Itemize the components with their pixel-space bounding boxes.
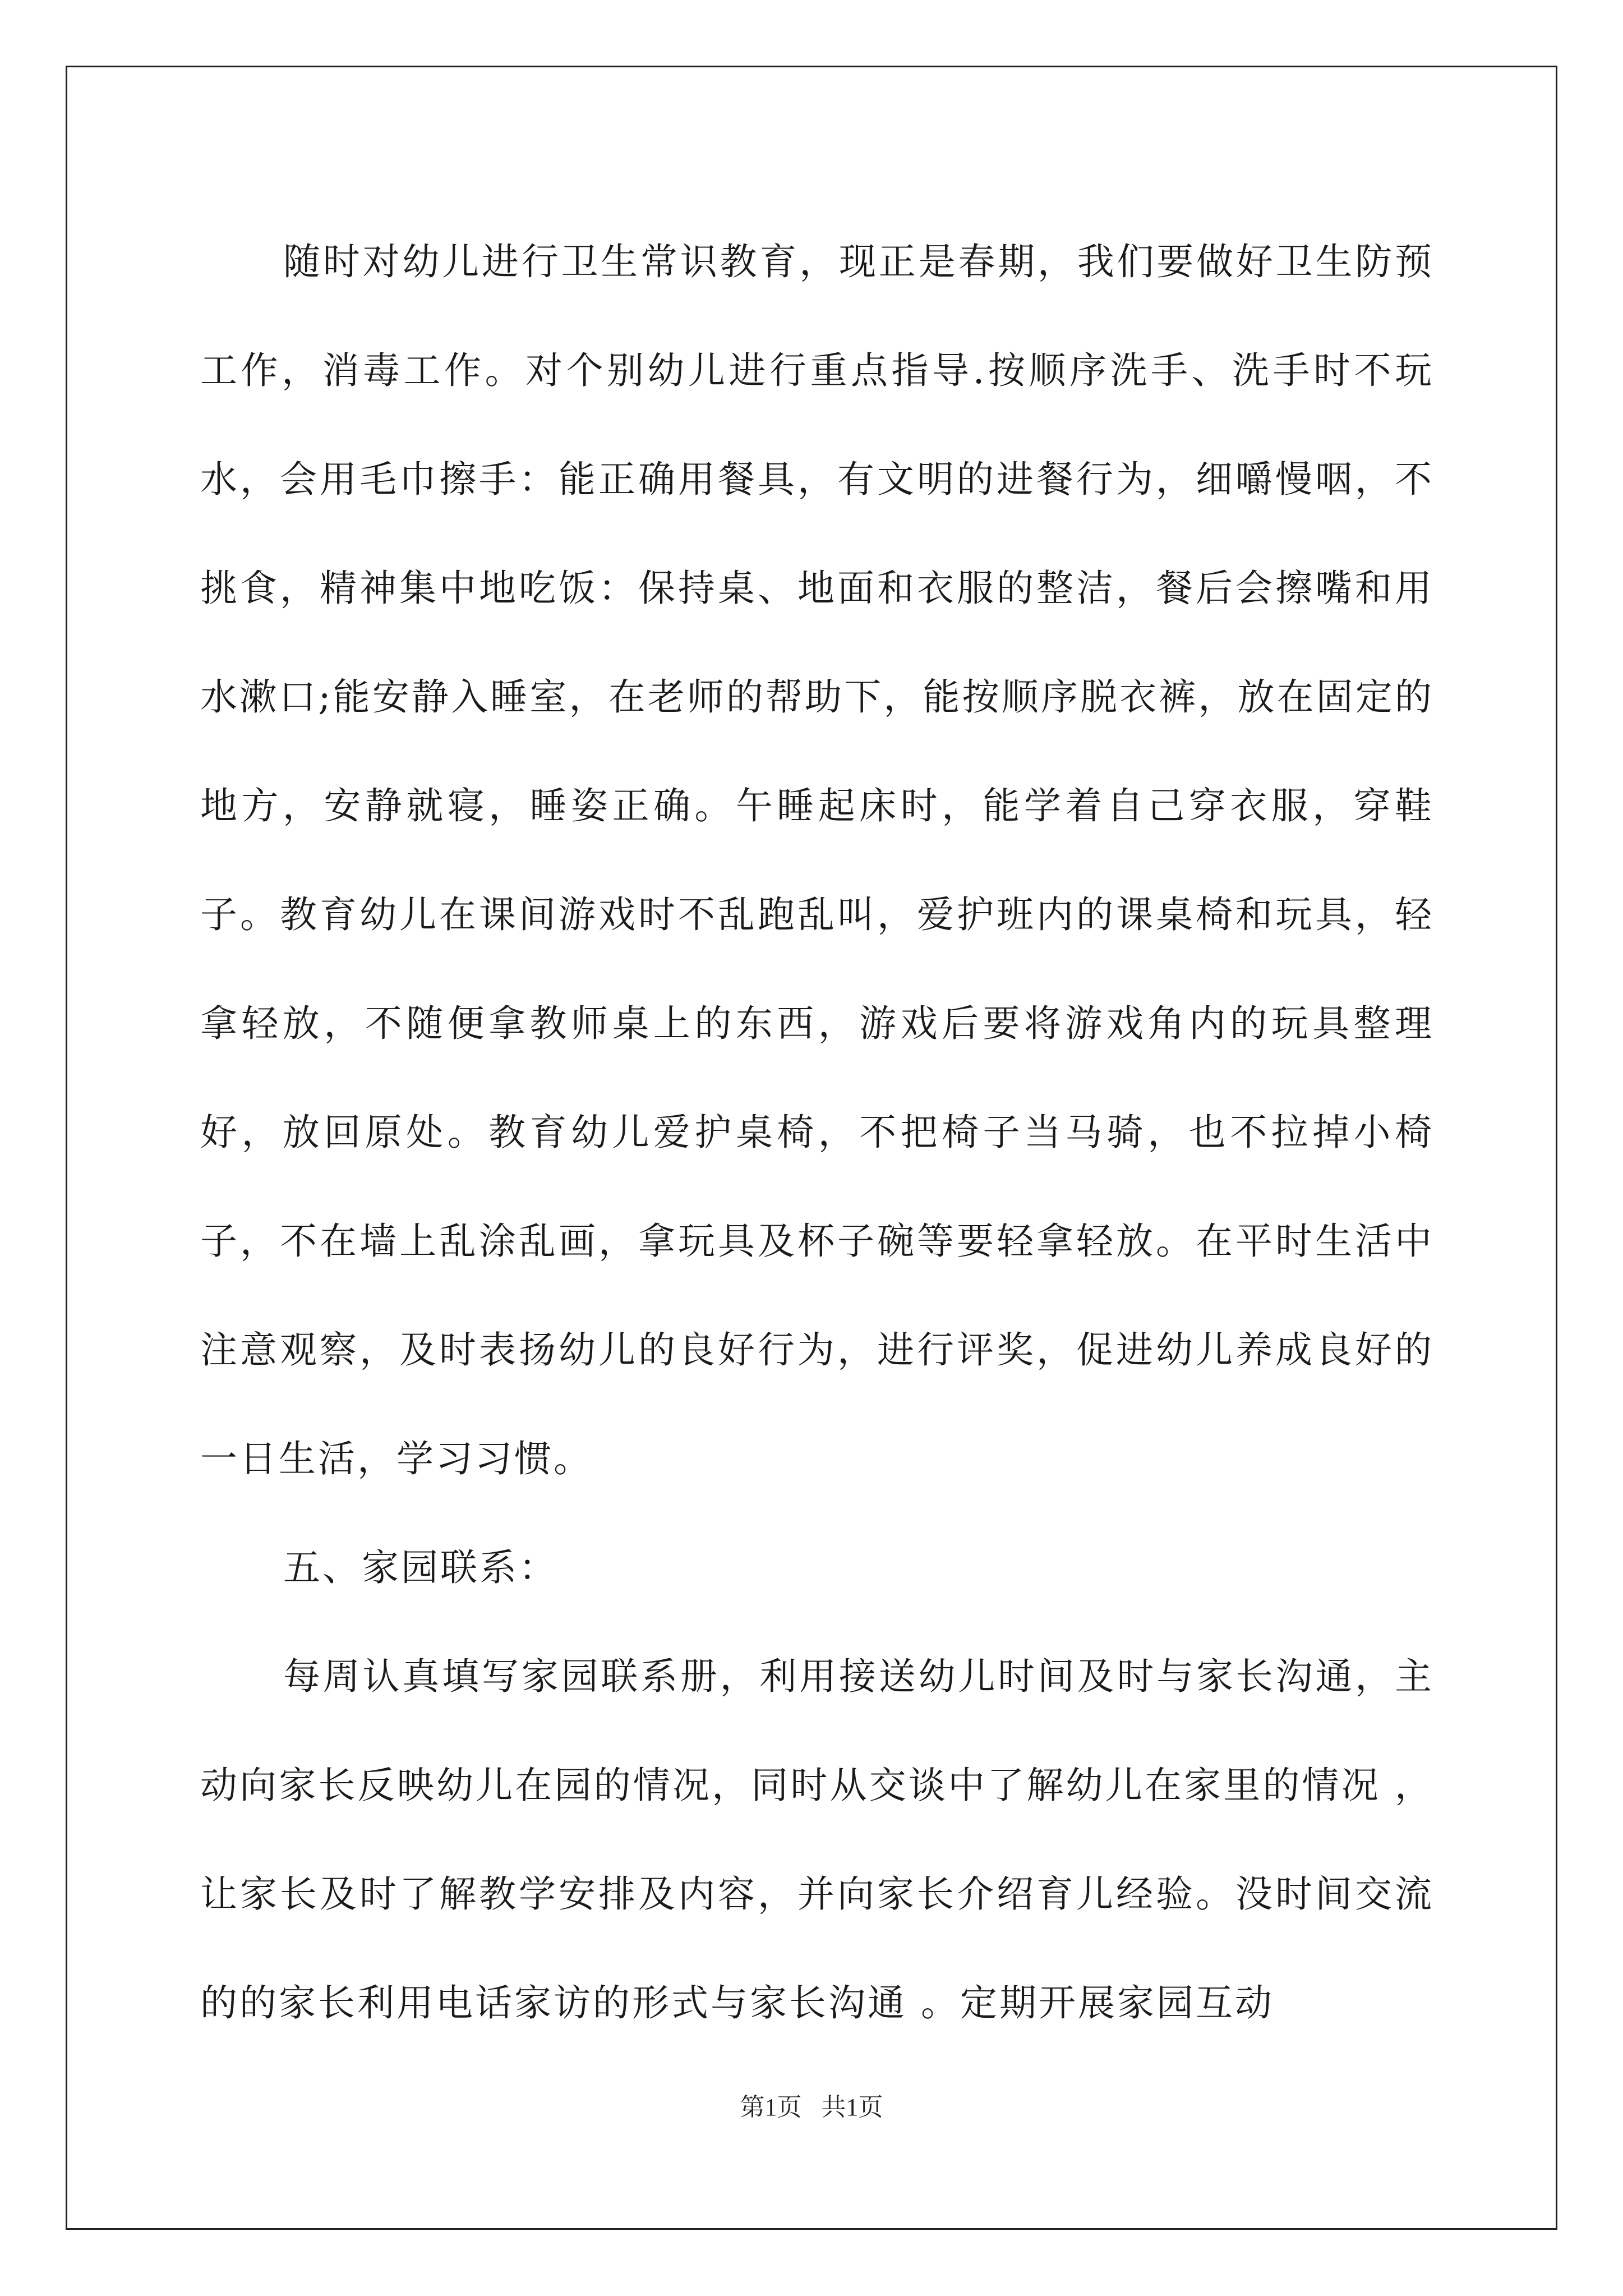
page-number-total: 共1页 [821, 2093, 883, 2121]
paragraph-hygiene-education: 随时对幼儿进行卫生常识教育，现正是春期，我们要做好卫生防预工作，消毒工作。对个别幼儿进行重点指导.按顺序洗手、洗手时不玩水，会用毛巾擦手：能正确用餐具，有文明的进餐行为，细嚼慢咽，不挑食，精神集中地吃饭：保持桌、地面和衣服的整洁，餐后会擦嘴和用水漱口;能安静入睡室，在老师的帮助下，能按顺序脱衣裤，放在固定的地方，安静就寝，睡姿正确。午睡起床时，能学着自己穿衣服，穿鞋子。教育幼儿在课间游戏时不乱跑乱叫，爱护班内的课桌椅和玩具，轻拿轻放，不随便拿教师桌上的东西，游戏后要将游戏角内的玩具整理好，放回原处。教育幼儿爱护桌椅，不把椅子当马骑，也不拉掉小椅子，不在墙上乱涂乱画，拿玩具及杯子碗等要轻拿轻放。在平时生活中注意观察，及时表扬幼儿的良好行为，进行评奖，促进幼儿养成良好的一日生活，学习习惯。 [200, 240, 1434, 1480]
paragraph-home-school-contact: 每周认真填写家园联系册，利用接送幼儿时间及时与家长沟通，主动向家长反映幼儿在园的情况，同时从交谈中了解幼儿在家里的情况 ，让家长及时了解教学安排及内容，并向家长介绍育儿经验。没时间交流的的家长利用电话家访的形式与家长沟通 。定期开展家园互动 [200, 1655, 1434, 2024]
page-footer [0, 2087, 1623, 2123]
document-body [200, 208, 1434, 2058]
section-heading-home-school-contact: 五、家园联系： [283, 1546, 558, 1589]
page-number-current: 第1页 [740, 2093, 802, 2121]
